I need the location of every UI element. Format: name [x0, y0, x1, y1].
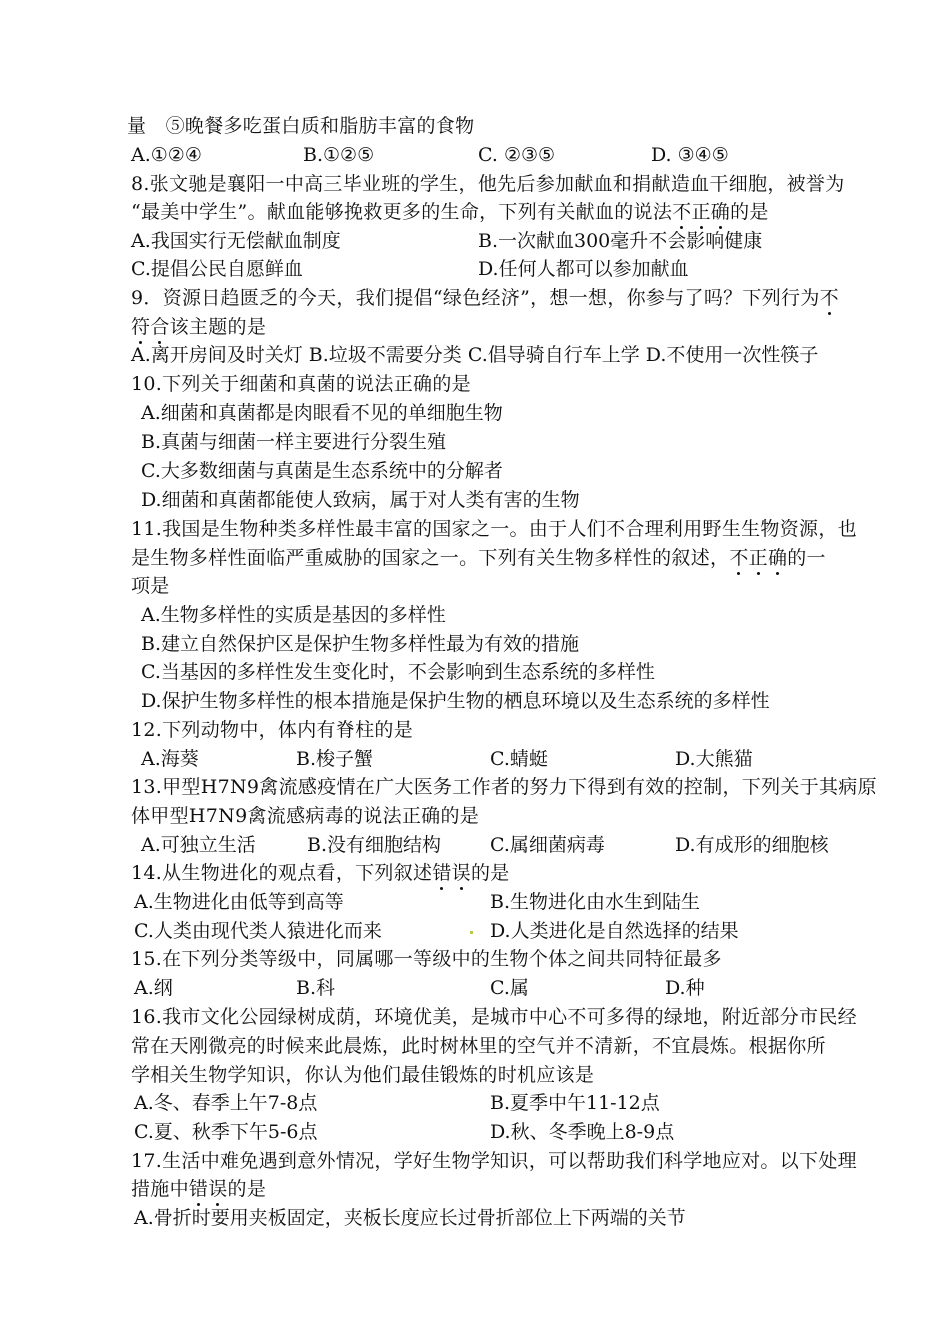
scan-speck — [470, 931, 473, 934]
q13-option-d: D.有成形的细胞核 — [675, 834, 829, 856]
q13-stem-line1: 13.甲型H7N9禽流感疫情在广大医务工作者的努力下得到有效的控制，下列关于其病原 — [131, 776, 877, 798]
q7-continuation: 量 ⑤晚餐多吃蛋白质和脂肪丰富的食物 — [127, 115, 475, 137]
q13-stem-line2: 体甲型H7N9禽流感病毒的说法正确的是 — [131, 805, 480, 827]
q10-stem: 10.下列关于细菌和真菌的说法正确的是 — [131, 373, 471, 395]
q12-stem: 12.下列动物中，体内有脊柱的是 — [131, 719, 414, 741]
q14-stem: 14.从生物进化的观点看，下列叙述错误的是 — [131, 862, 510, 884]
q8-option-d: D.任何人都可以参加献血 — [478, 258, 689, 280]
q15-stem: 15.在下列分类等级中，同属哪一等级中的生物个体之间共同特征最多 — [131, 948, 722, 970]
q14-option-a: A.生物进化由低等到高等 — [134, 891, 344, 913]
q10-option-a: A.细菌和真菌都是肉眼看不见的单细胞生物 — [141, 402, 503, 424]
q8-stem-line2: “最美中学生”。献血能够挽救更多的生命，下列有关献血的说法不正确的是 — [131, 201, 769, 223]
q16-option-d: D.秋、冬季晚上8-9点 — [490, 1121, 675, 1143]
q12-option-d: D.大熊猫 — [675, 748, 753, 770]
q14-option-b: B.生物进化由水生到陆生 — [490, 891, 701, 913]
q10-option-c: C.大多数细菌与真菌是生态系统中的分解者 — [141, 460, 503, 482]
q14-option-d: D.人类进化是自然选择的结果 — [490, 920, 739, 942]
q15-option-a: A.纲 — [134, 977, 173, 999]
q8-option-a: A.我国实行无偿献血制度 — [131, 230, 341, 252]
q13-option-b: B.没有细胞结构 — [307, 834, 442, 856]
q16-stem-line2: 常在天刚微亮的时候来此晨炼，此时树林里的空气并不清新，不宜晨炼。根据你所 — [131, 1035, 826, 1057]
q17-option-a: A.骨折时要用夹板固定，夹板长度应长过骨折部位上下两端的关节 — [134, 1207, 686, 1229]
q14-option-c: C.人类由现代类人猿进化而来 — [134, 920, 382, 942]
q16-option-c: C.夏、秋季下午5-6点 — [134, 1121, 318, 1143]
q7-option-d: D. ③④⑤ — [651, 144, 729, 166]
q8-option-c: C.提倡公民自愿鲜血 — [131, 258, 303, 280]
q13-option-c: C.属细菌病毒 — [490, 834, 605, 856]
q7-option-b: B.①②⑤ — [303, 144, 375, 166]
q8-emphasis: 不正确 — [672, 201, 731, 223]
q7-option-a: A.①②④ — [131, 144, 202, 166]
q11-option-d: D.保护生物多样性的根本措施是保护生物的栖息环境以及生态系统的多样性 — [141, 690, 770, 712]
q15-option-d: D.种 — [665, 977, 705, 999]
q8-option-b: B.一次献血300毫升不会影响健康 — [478, 230, 763, 252]
q16-stem-line1: 16.我市文化公园绿树成荫，环境优美，是城市中心不可多得的绿地，附近部分市民经 — [131, 1006, 857, 1028]
q9-stem-line2: 符合该主题的是 — [131, 316, 267, 338]
q11-stem-line2: 是生物多样性面临严重威胁的国家之一。下列有关生物多样性的叙述，不正确的一 — [131, 547, 826, 569]
q9-stem-line1: 9．资源日趋匮乏的今天，我们提倡“绿色经济”，想一想，你参与了吗？下列行为不 — [131, 287, 839, 309]
q12-option-c: C.蜻蜓 — [490, 748, 548, 770]
q17-stem-line1: 17.生活中难免遇到意外情况，学好生物学知识，可以帮助我们科学地应对。以下处理 — [131, 1150, 857, 1172]
q11-stem-line3: 项是 — [131, 575, 170, 597]
q9-options: A.离开房间及时关灯 B.垃圾不需要分类 C.倡导骑自行车上学 D.不使用一次性筷子 — [131, 344, 819, 366]
q11-option-c: C.当基因的多样性发生变化时，不会影响到生态系统的多样性 — [141, 661, 655, 683]
q13-option-a: A.可独立生活 — [141, 834, 256, 856]
q7-option-c: C. ②③⑤ — [478, 144, 556, 166]
q11-option-a: A.生物多样性的实质是基因的多样性 — [141, 604, 446, 626]
q15-option-c: C.属 — [490, 977, 529, 999]
q16-option-a: A.冬、春季上午7-8点 — [134, 1092, 318, 1114]
q17-stem-line2: 措施中错误的是 — [131, 1178, 267, 1200]
q15-option-b: B.科 — [296, 977, 336, 999]
q16-stem-line3: 学相关生物学知识，你认为他们最佳锻炼的时机应该是 — [131, 1064, 595, 1086]
q10-option-d: D.细菌和真菌都能使人致病，属于对人类有害的生物 — [141, 489, 580, 511]
q12-option-a: A.海葵 — [141, 748, 199, 770]
q11-option-b: B.建立自然保护区是保护生物多样性最为有效的措施 — [141, 633, 580, 655]
q10-option-b: B.真菌与细菌一样主要进行分裂生殖 — [141, 431, 447, 453]
q8-stem-line1: 8.张文驰是襄阳一中高三毕业班的学生，他先后参加献血和捐献造血干细胞，被誉为 — [131, 173, 845, 195]
q12-option-b: B.梭子蟹 — [296, 748, 374, 770]
q16-option-b: B.夏季中午11-12点 — [490, 1092, 660, 1114]
q11-stem-line1: 11.我国是生物种类多样性最丰富的国家之一。由于人们不合理利用野生生物资源，也 — [131, 518, 857, 540]
